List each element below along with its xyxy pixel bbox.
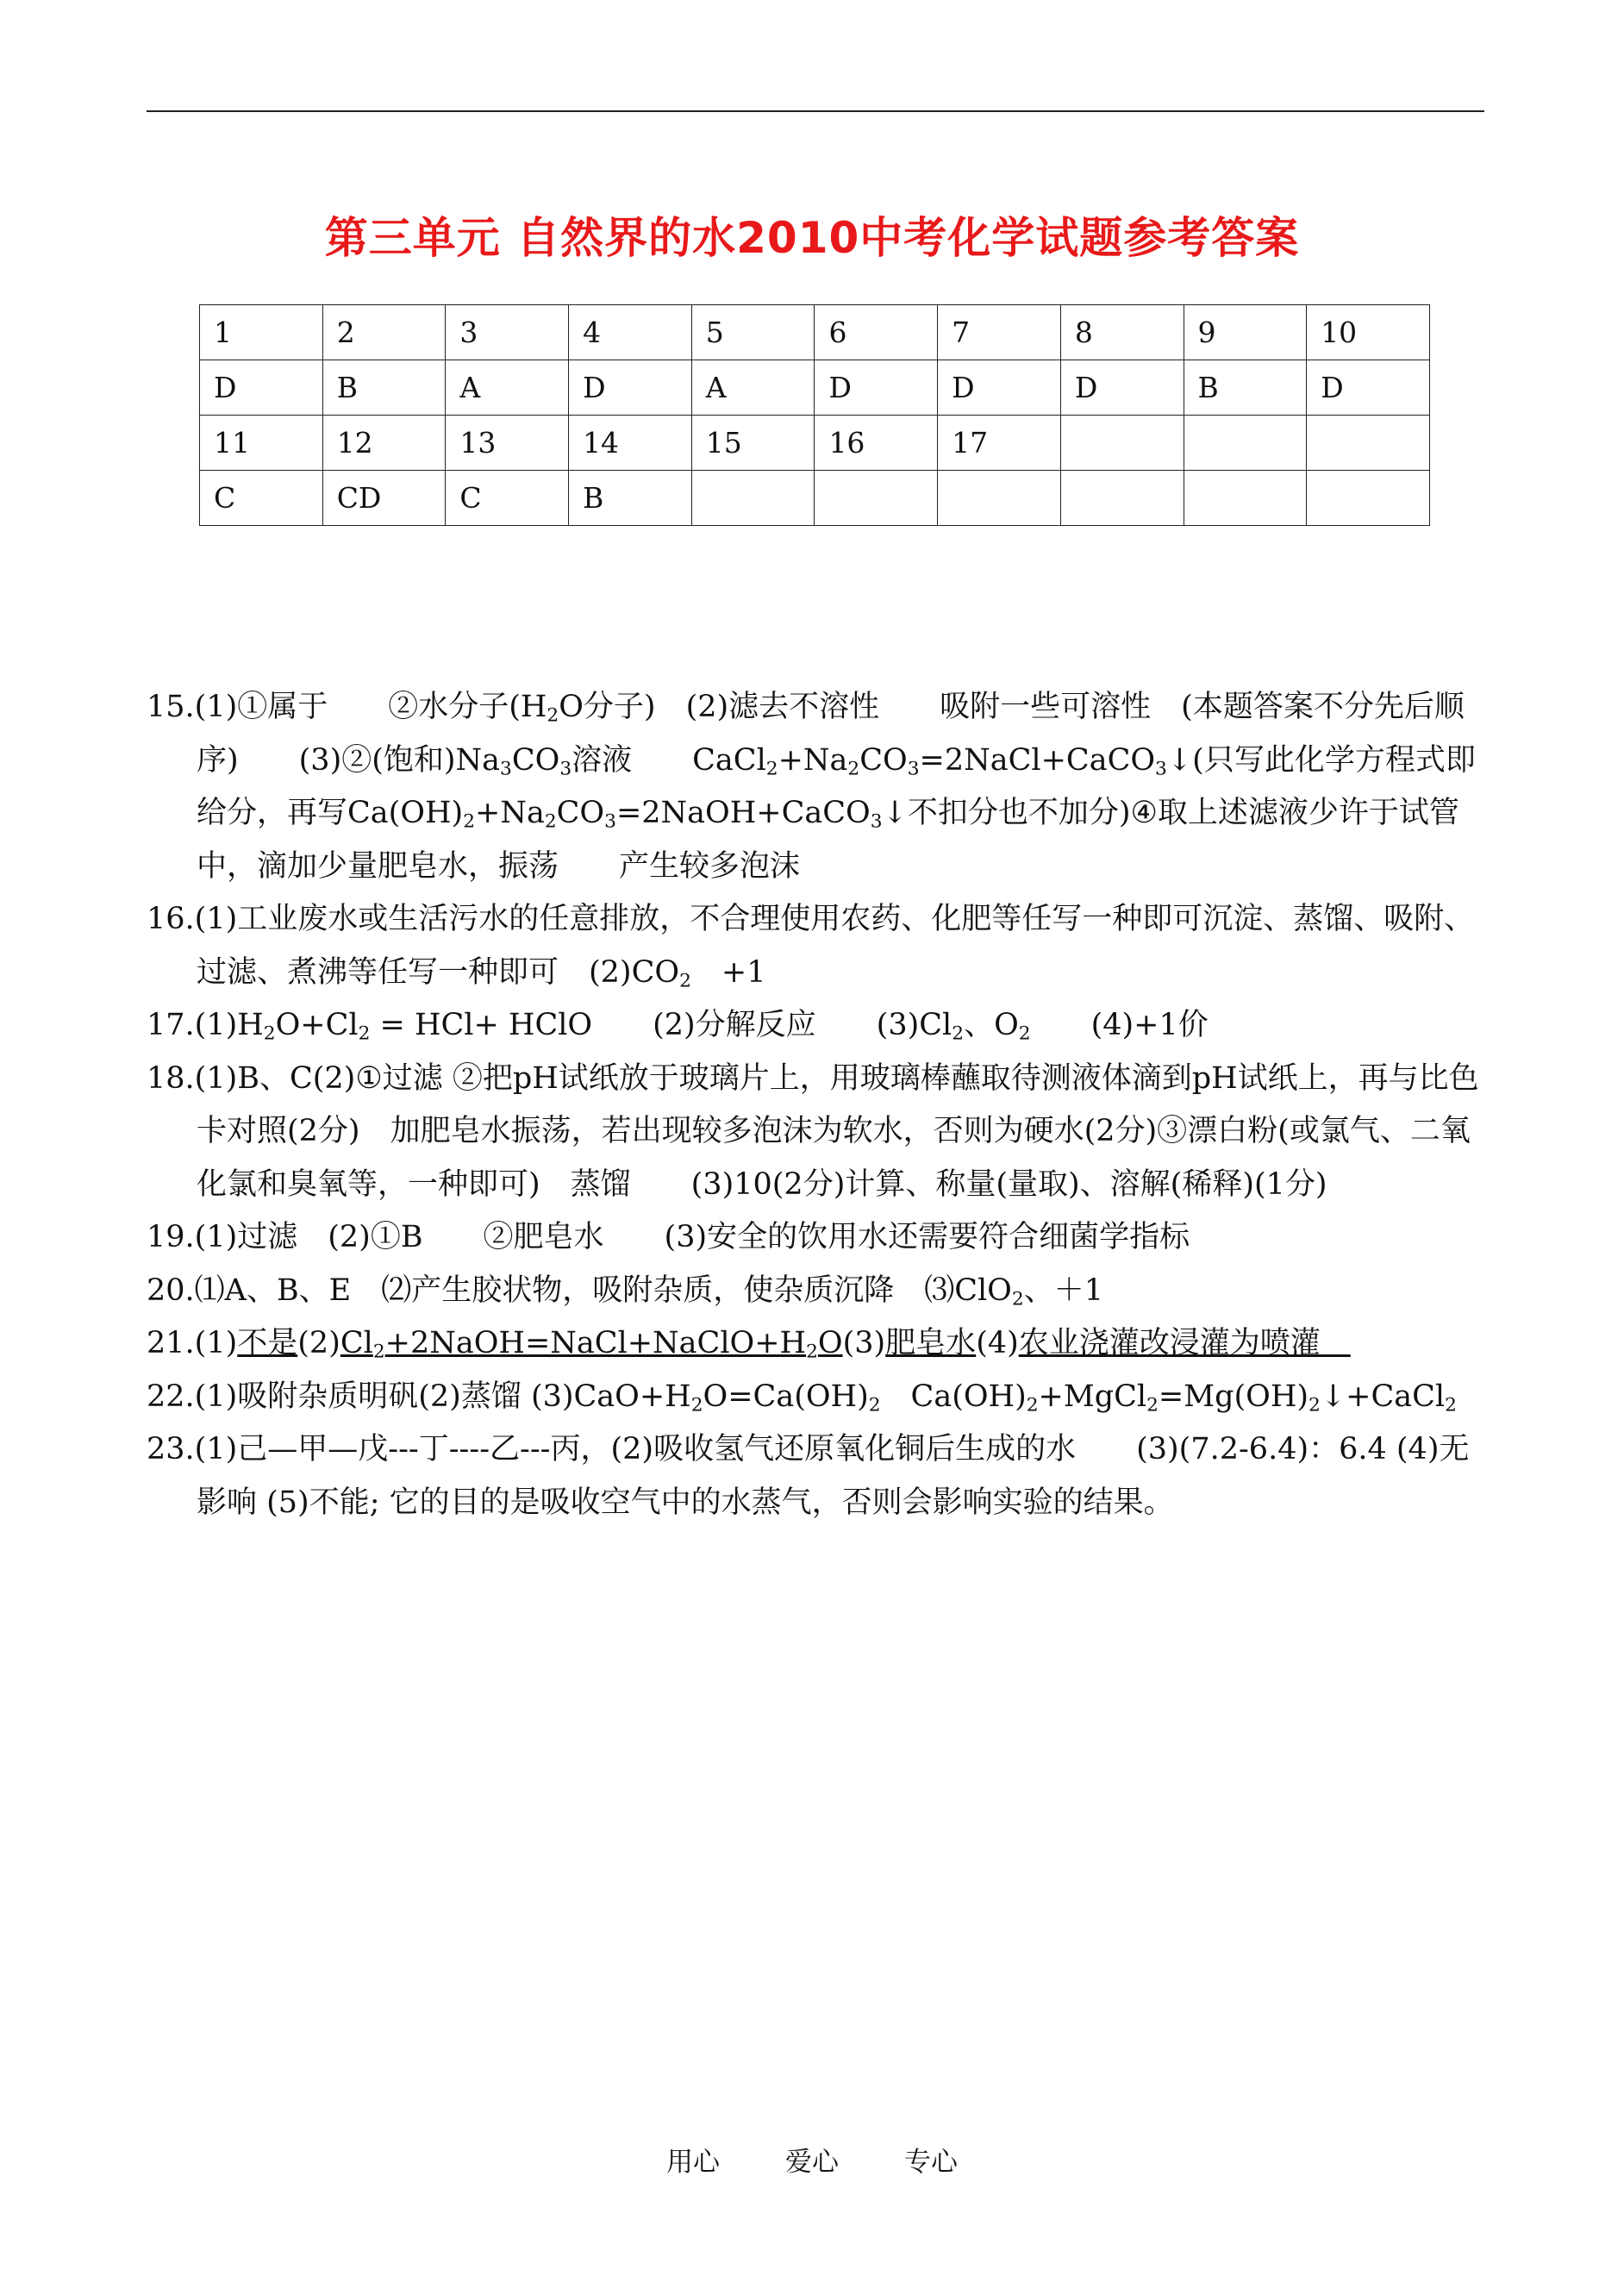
table-cell: CD bbox=[322, 471, 446, 526]
answer-16: 16.(1)工业废水或生活污水的任意排放，不合理使用农药、化肥等任写一种即可沉淀、蒸馏、吸附、过滤、煮沸等任写一种即可 $(2)CO_2$ +1 bbox=[147, 902, 1475, 991]
answer-table bbox=[199, 304, 1430, 526]
table-cell: 14 bbox=[569, 416, 692, 471]
table-row bbox=[200, 305, 1430, 360]
page-footer bbox=[0, 2140, 1624, 2179]
table-cell: C bbox=[446, 471, 569, 526]
footer-word: 用心 bbox=[666, 2147, 720, 2178]
table-cell bbox=[691, 471, 815, 526]
answer-22: 22.(1)吸附杂质明矾(2)蒸馏 $(3)CaO+H_2O=Ca(OH)_2$ $Ca(OH)_2+MgCl_2=Mg(OH)_2↓+CaCl_2$ bbox=[147, 1379, 1457, 1416]
table-cell: B bbox=[322, 360, 446, 416]
answer-23: 23.(1)己—甲—戊---丁----乙---丙，(2)吸收氢气还原氧化铜后生成的水 (3)(7.2-6.4)：6.4 (4)无影响 (5)不能; 它的目的是吸收空气中的水蒸气，否则会影响实验的结果。 bbox=[147, 1432, 1470, 1520]
table-cell: 16 bbox=[815, 416, 938, 471]
table-cell: 8 bbox=[1060, 305, 1184, 360]
table-cell: D bbox=[1060, 360, 1184, 416]
table-cell: B bbox=[569, 471, 692, 526]
answer-21: 21.(1)不是$(2)Cl_2+2NaOH=NaCl+NaClO+H_2O(3)$肥皂水(4)农业浇灌改浸灌为喷灌 bbox=[147, 1326, 1351, 1363]
table-cell bbox=[1060, 471, 1184, 526]
table-cell: D bbox=[200, 360, 323, 416]
table-cell: 3 bbox=[446, 305, 569, 360]
answer-15: 15.(1)①属于 ②水分子($H_2O$分子) (2)滤去不溶性 吸附一些可溶性 (本题答案不分先后顺序) (3)②(饱和)$Na_3CO_3$溶液 $CaCl_2+Na_2CO_3=2NaCl+CaCO_3↓$(只写此化学方程式即给分，再写$Ca(OH)_2+Na_2CO_3=2NaOH+CaCO_3↓$不扣分也不加分)④取上述滤液少许于试管中，滴加少量肥皂水，振荡 产生较多泡沫 bbox=[147, 690, 1476, 884]
table-cell bbox=[1184, 471, 1307, 526]
table-cell bbox=[1307, 416, 1430, 471]
table-row bbox=[200, 471, 1430, 526]
table-cell: 12 bbox=[322, 416, 446, 471]
table-cell: 7 bbox=[938, 305, 1061, 360]
table-cell bbox=[1307, 471, 1430, 526]
table-cell: 9 bbox=[1184, 305, 1307, 360]
table-cell bbox=[1060, 416, 1184, 471]
answer-20: 20.⑴A、B、E ⑵产生胶状物，吸附杂质，使杂质沉降 ⑶ClO$_2$、＋1 bbox=[147, 1273, 1103, 1310]
page-title: 第三单元 自然界的水2010中考化学试题参考答案 bbox=[324, 213, 1300, 263]
footer-word: 爱心 bbox=[785, 2147, 839, 2178]
answer-explanations bbox=[147, 681, 1491, 1529]
table-cell: 10 bbox=[1307, 305, 1430, 360]
table-cell: C bbox=[200, 471, 323, 526]
answer-19: 19.(1)过滤 (2)①B ②肥皂水 (3)安全的饮用水还需要符合细菌学指标 bbox=[147, 1220, 1190, 1254]
table-cell: 4 bbox=[569, 305, 692, 360]
table-row bbox=[200, 416, 1430, 471]
header-rule bbox=[147, 110, 1484, 112]
table-cell: D bbox=[815, 360, 938, 416]
table-cell bbox=[1184, 416, 1307, 471]
table-cell: 13 bbox=[446, 416, 569, 471]
table-cell: 15 bbox=[691, 416, 815, 471]
table-cell: D bbox=[569, 360, 692, 416]
table-cell: 11 bbox=[200, 416, 323, 471]
table-cell: 5 bbox=[691, 305, 815, 360]
answer-18: 18.(1)B、C(2)①过滤 ②把pH试纸放于玻璃片上，用玻璃棒蘸取待测液体滴到pH试纸上，再与比色卡对照(2分) 加肥皂水振荡，若出现较多泡沫为软水，否则为硬水(2分)③漂白粉(或氯气、二氧化氯和臭氧等，一种即可) 蒸馏 (3)10(2分)计算、称量(量取)、溶解(稀释)(1分) bbox=[147, 1060, 1479, 1202]
table-cell: A bbox=[446, 360, 569, 416]
table-cell: 6 bbox=[815, 305, 938, 360]
table-cell: D bbox=[1307, 360, 1430, 416]
table-cell: 2 bbox=[322, 305, 446, 360]
table-cell: D bbox=[938, 360, 1061, 416]
table-cell: B bbox=[1184, 360, 1307, 416]
table-row bbox=[200, 360, 1430, 416]
table-cell bbox=[938, 471, 1061, 526]
table-cell: A bbox=[691, 360, 815, 416]
footer-word: 专心 bbox=[904, 2147, 958, 2178]
table-cell: 17 bbox=[938, 416, 1061, 471]
table-cell: 1 bbox=[200, 305, 323, 360]
table-cell bbox=[815, 471, 938, 526]
answer-17: $17.(1)H_2O+Cl_2 = HCl+$ HClO (2)分解反应 $(3)Cl_2$、$O_2$ (4)+1价 bbox=[147, 1008, 1209, 1045]
